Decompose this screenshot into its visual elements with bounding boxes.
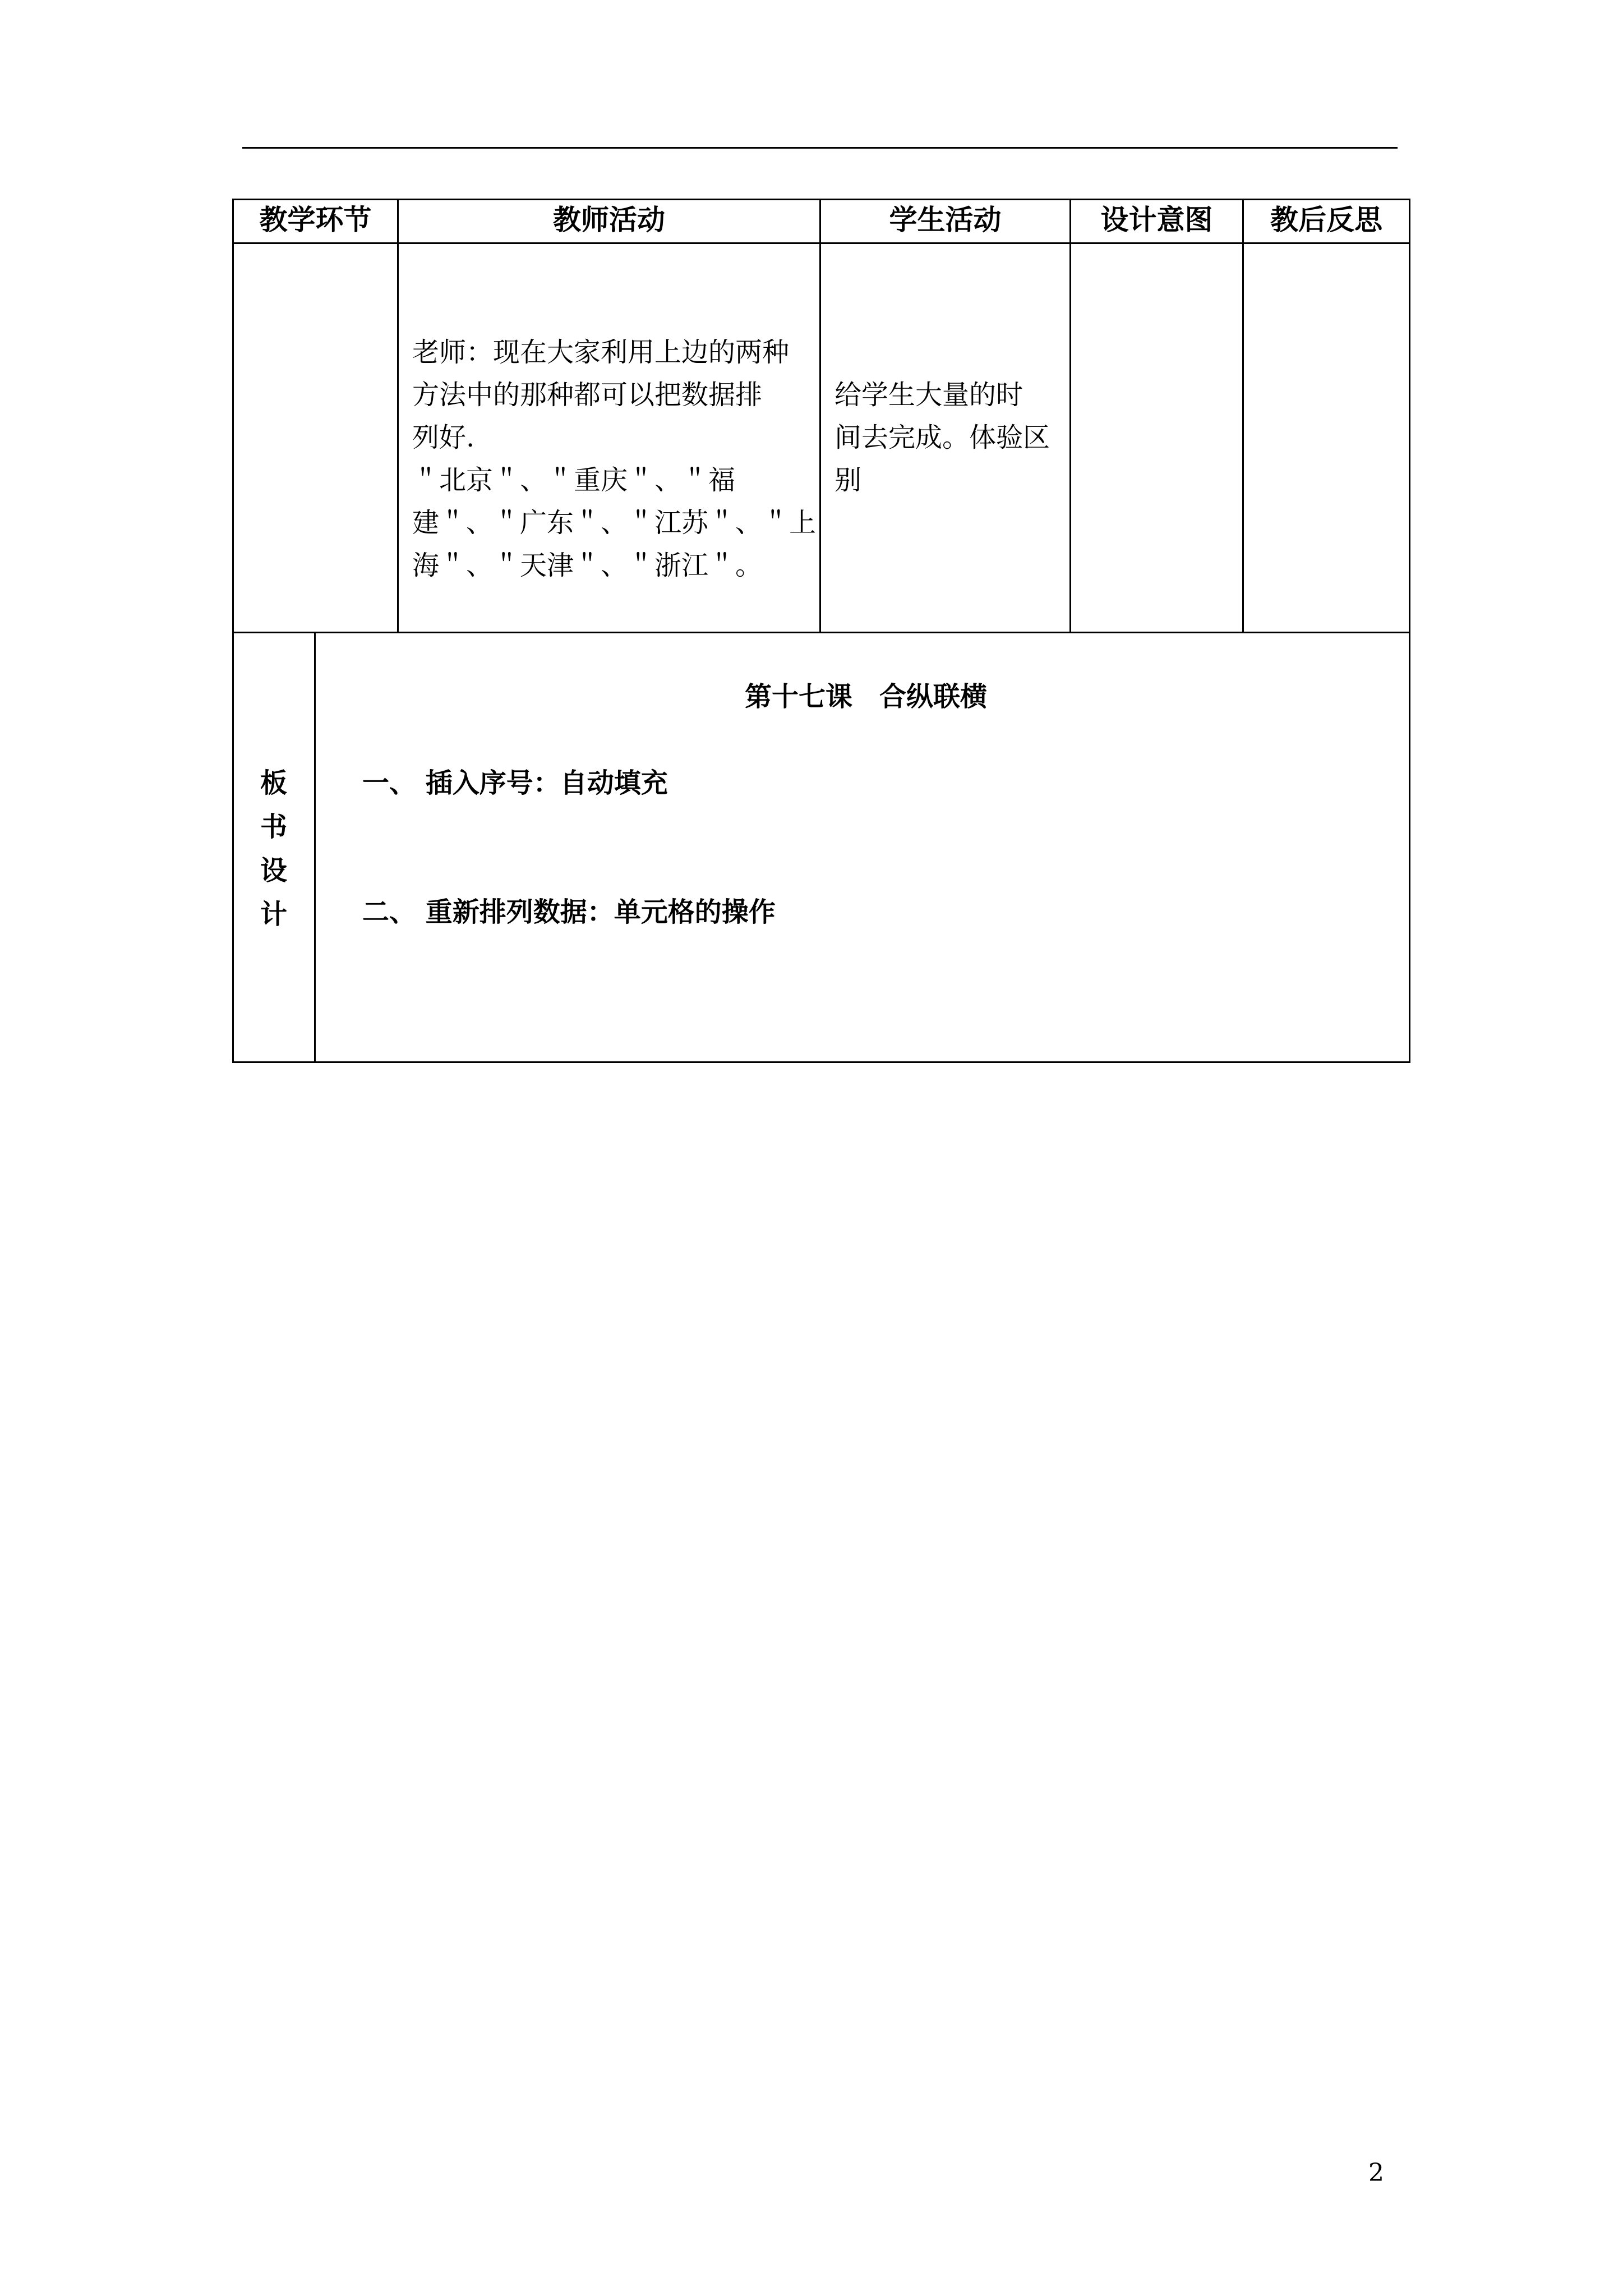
side-label-char: 计 [260, 899, 287, 930]
teacher-activity-line: ＂北京＂、＂重庆＂、＂福 [412, 464, 736, 496]
header-stage: 教学环节 [259, 203, 372, 236]
side-label-char: 设 [260, 855, 287, 886]
student-activity-line: 别 [834, 464, 862, 496]
header-student-activity: 学生活动 [889, 203, 1002, 236]
teacher-activity-line: 建＂、＂广东＂、＂江苏＂、＂上 [412, 507, 817, 539]
board-item-2: 二、 重新排列数据：单元格的操作 [362, 896, 776, 928]
teacher-activity-line: 列好. [412, 422, 475, 453]
teacher-activity-line: 海＂、＂天津＂、＂浙江＂。 [412, 550, 763, 581]
student-activity-line: 间去完成。体验区 [834, 422, 1050, 453]
teacher-activity-line: 老师：现在大家利用上边的两种 [412, 337, 790, 368]
header-teacher-activity: 教师活动 [553, 203, 665, 236]
teacher-activity-line: 方法中的那种都可以把数据排 [412, 379, 763, 411]
board-title: 第十七课 合纵联横 [745, 681, 988, 712]
side-label-char: 书 [260, 811, 287, 843]
student-activity-line: 给学生大量的时 [834, 379, 1023, 411]
header-reflection: 教后反思 [1270, 203, 1382, 236]
page-number: 2 [1368, 2159, 1384, 2187]
header-design-intent: 设计意图 [1100, 203, 1213, 236]
board-item-1: 一、 插入序号：自动填充 [362, 767, 668, 799]
side-label-char: 板 [260, 767, 287, 799]
